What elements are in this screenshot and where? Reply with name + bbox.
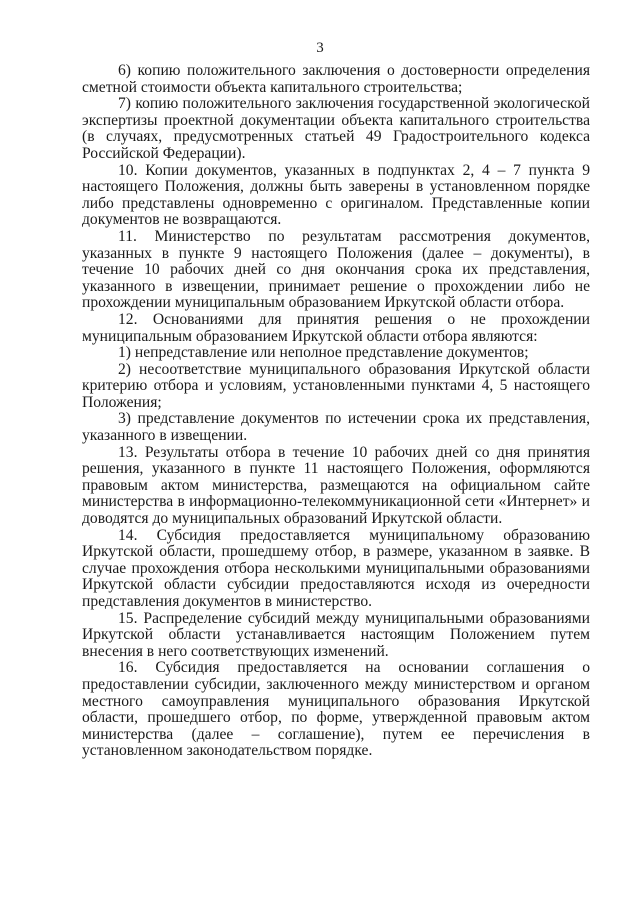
paragraph-clause-16: 16. Субсидия предоставляется на основании соглашения о предоставлении субсидии, заключенного между министерством и органом местного самоуправления муниципального образования Иркутской области, прошедшего отбор, по форме, утвержденной правовым актом министерства (далее – соглашение), путем ее перечисления в установленном законодательством порядке.: [82, 659, 590, 760]
paragraph-clause-12-item-1: 1) непредставление или неполное представление документов;: [118, 344, 529, 362]
document-body: [82, 63, 590, 760]
page-number: 3: [316, 40, 324, 56]
paragraph-item-7: 7) копию положительного заключения государственной экологической экспертизы проектной документации объекта капитального строительства (в случаях, предусмотренных статьей 49 Градостроительного кодекса Российской Федерации).: [82, 95, 590, 162]
paragraph-clause-11: 11. Министерство по результатам рассмотрения документов, указанных в пункте 9 настоящего Положения (далее – документы), в течение 10 рабочих дней со дня окончания срока их представления, указанного в извещении, принимает решение о прохождении либо не прохождении муниципальным образованием Иркутской области отбора.: [82, 227, 590, 312]
paragraph-clause-12: 12. Основаниями для принятия решения о не прохождении муниципальным образованием Иркутской области отбора являются:: [82, 310, 590, 345]
paragraph-clause-13: 13. Результаты отбора в течение 10 рабочих дней со дня принятия решения, указанного в пункте 11 настоящего Положения, оформляются правовым актом министерства, размещаются на официальном сайте министерства в информационно-телекоммуникационной сети «Интернет» и доводятся до муниципальных образований Иркутской области.: [82, 443, 590, 528]
paragraph-clause-12-item-2: 2) несоответствие муниципального образования Иркутской области критерию отбора и условиям, установленными пунктами 4, 5 настоящего Положения;: [82, 360, 590, 411]
paragraph-clause-15: 15. Распределение субсидий между муниципальными образованиями Иркутской области устанавливается настоящим Положением путем внесения в него соответствующих изменений.: [82, 609, 590, 660]
paragraph-item-6: 6) копию положительного заключения о достоверности определения сметной стоимости объекта капитального строительства;: [82, 62, 590, 96]
paragraph-clause-12-item-3: 3) представление документов по истечении срока их представления, указанного в извещении.: [82, 410, 590, 445]
paragraph-clause-10: 10. Копии документов, указанных в подпунктах 2, 4 – 7 пункта 9 настоящего Положения, должны быть заверены в установленном порядке либо представлены одновременно с оригиналом. Представленные копии документов не возвращаются.: [82, 161, 590, 229]
paragraph-clause-14: 14. Субсидия предоставляется муниципальному образованию Иркутской области, прошедшему отбор, в размере, указанном в заявке. В случае прохождения отбора несколькими муниципальными образованиями Иркутской области субсидии предоставляются исходя из очередности представления документов в министерство.: [82, 526, 590, 610]
